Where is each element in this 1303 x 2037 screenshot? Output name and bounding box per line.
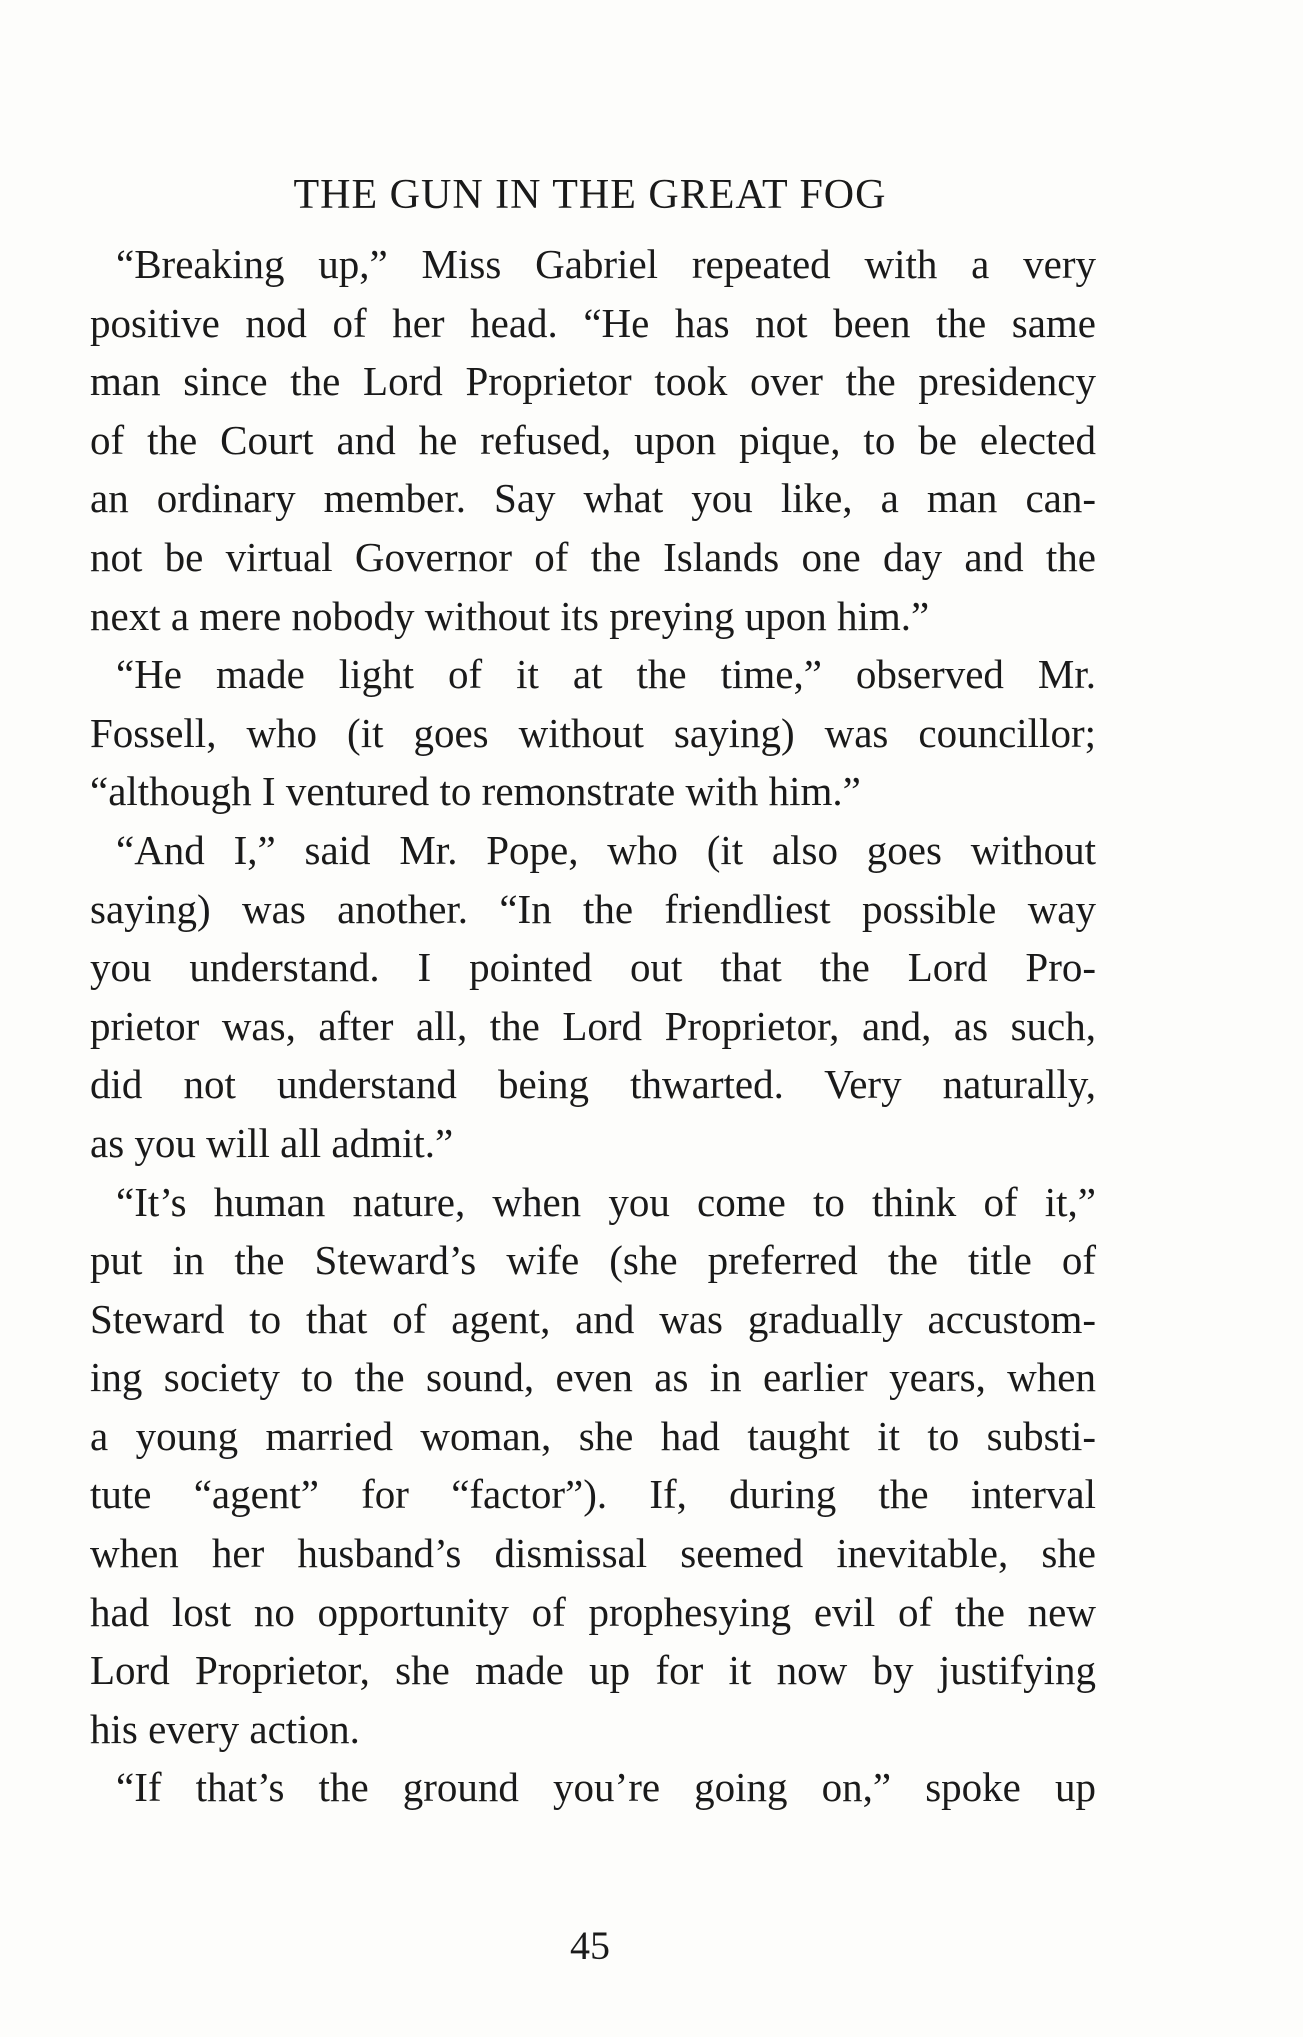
- text-line: next a mere nobody without its preying upon him.”: [90, 592, 930, 639]
- text-line: man since the Lord Proprietor took over the presidency: [90, 358, 1096, 405]
- text-line: “Breaking up,” Miss Gabriel repeated with a very: [116, 241, 1096, 287]
- paragraph-3: [90, 821, 1096, 1173]
- paragraph-1: [90, 235, 1096, 645]
- text-line: Lord Proprietor, she made up for it now by justifying: [90, 1647, 1096, 1694]
- text-line: positive nod of her head. “He has not been the same: [90, 299, 1096, 346]
- text-line: did not understand being thwarted. Very naturally,: [90, 1061, 1096, 1108]
- text-line: you understand. I pointed out that the Lord Pro-: [90, 944, 1096, 991]
- paragraph-4: [90, 1173, 1096, 1759]
- text-line: Fossell, who (it goes without saying) was councillor;: [90, 709, 1096, 756]
- text-line: “And I,” said Mr. Pope, who (it also goes without: [116, 826, 1096, 873]
- text-line: “It’s human nature, when you come to think of it,”: [116, 1178, 1096, 1225]
- text-line: had lost no opportunity of prophesying evil of the new: [90, 1588, 1096, 1635]
- running-head: THE GUN IN THE GREAT FOG: [293, 172, 887, 218]
- text-line: of the Court and he refused, upon pique, to be elected: [90, 416, 1096, 463]
- text-line: saying) was another. “In the friendliest possible way: [90, 885, 1096, 932]
- text-line: “although I ventured to remonstrate with him.”: [90, 768, 861, 815]
- text-line: his every action.: [90, 1705, 360, 1752]
- text-line: put in the Steward’s wife (she preferred the title of: [90, 1237, 1096, 1284]
- paragraph-5: [90, 1758, 1096, 1817]
- page-number: 45: [570, 1923, 610, 1968]
- text-line: tute “agent” for “factor”). If, during the interval: [90, 1471, 1096, 1518]
- text-line: Steward to that of agent, and was gradually accustom-: [90, 1295, 1096, 1342]
- text-line: “He made light of it at the time,” observed Mr.: [116, 651, 1096, 698]
- body-text: [90, 235, 1096, 1817]
- text-line: an ordinary member. Say what you like, a man can-: [90, 475, 1096, 522]
- text-line: not be virtual Governor of the Islands one day and the: [90, 533, 1096, 580]
- text-line: as you will all admit.”: [90, 1119, 454, 1166]
- text-line: prietor was, after all, the Lord Proprietor, and, as such,: [90, 1002, 1096, 1049]
- text-line: when her husband’s dismissal seemed inevitable, she: [90, 1530, 1096, 1577]
- paragraph-2: [90, 645, 1096, 821]
- text-line: ing society to the sound, even as in earlier years, when: [90, 1354, 1096, 1401]
- text-line: a young married woman, she had taught it to substi-: [90, 1412, 1096, 1459]
- text-line: “If that’s the ground you’re going on,” spoke up: [116, 1764, 1096, 1811]
